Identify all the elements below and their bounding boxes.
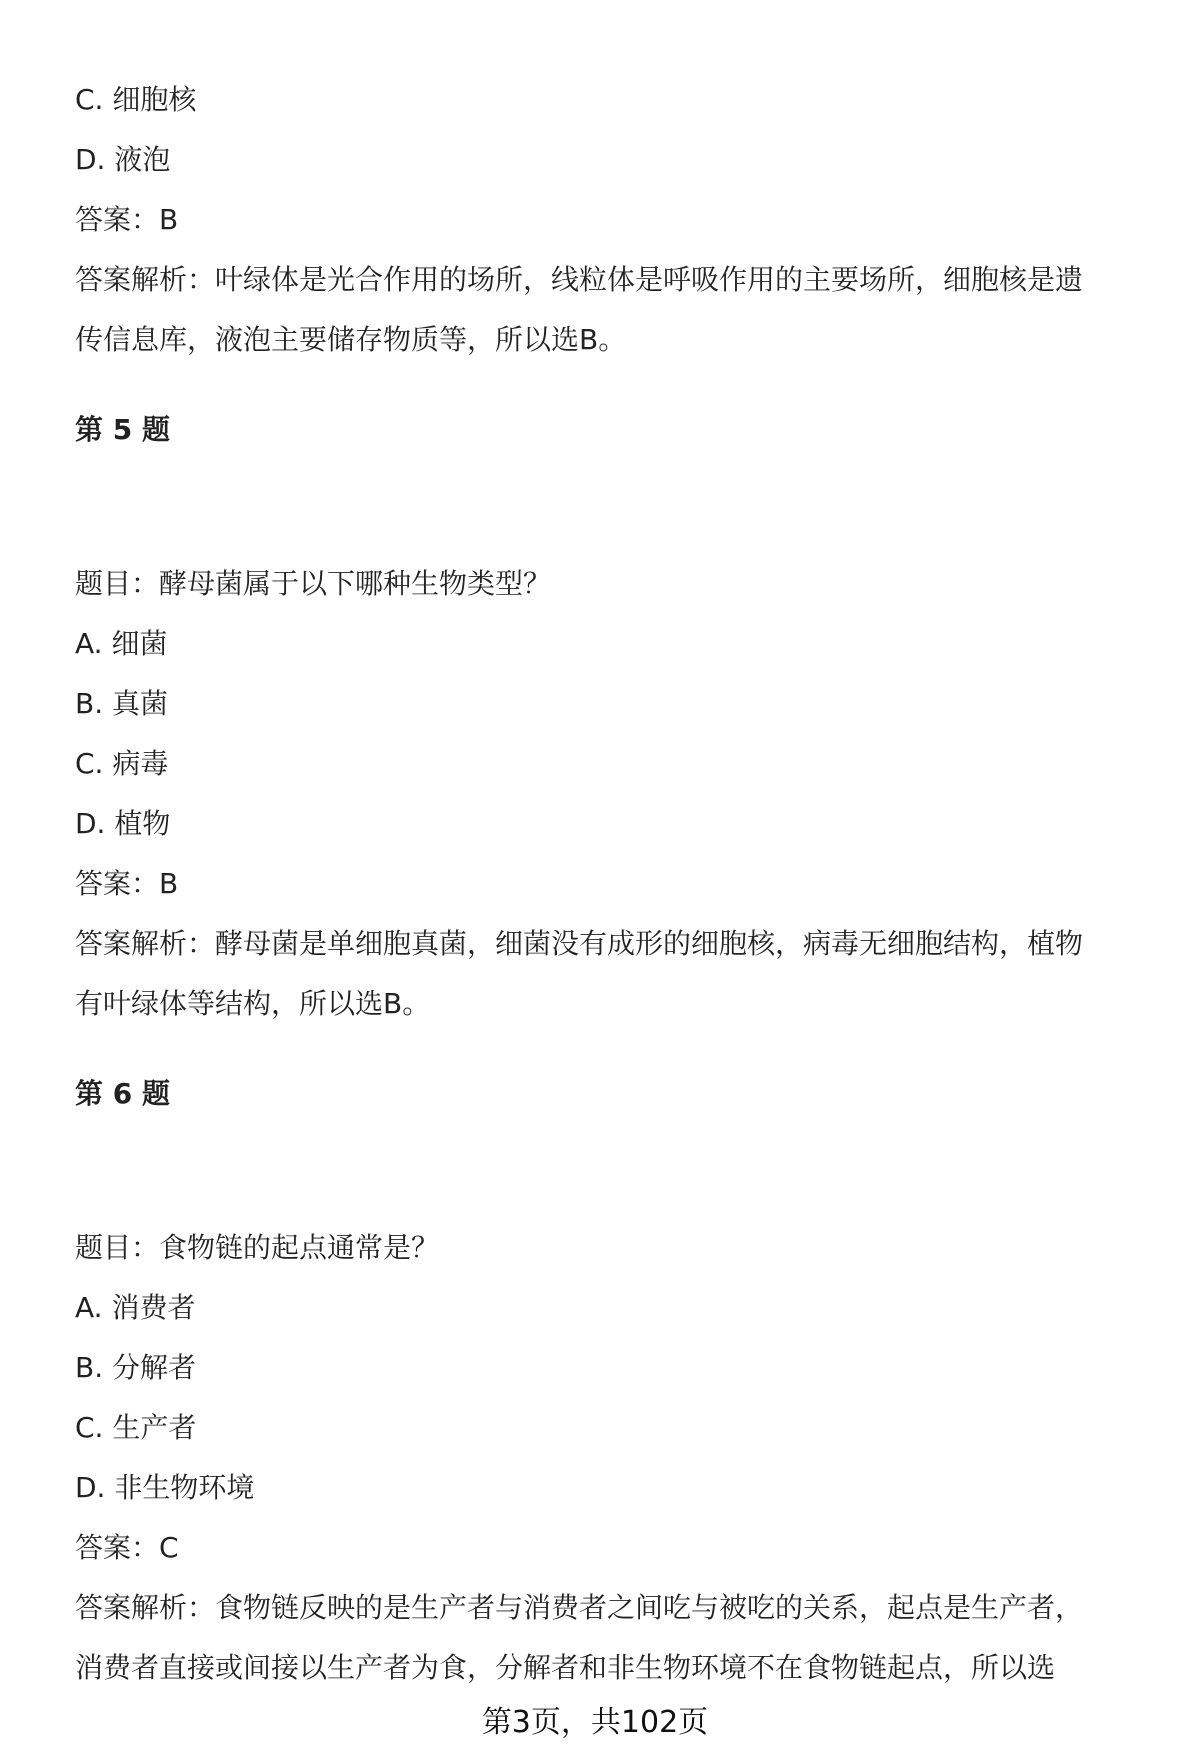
prev-answer: 答案：B: [75, 203, 179, 236]
prev-explanation-line2: 传信息库，液泡主要储存物质等，所以选B。: [75, 323, 627, 356]
question-5-answer: 答案：B: [75, 867, 179, 900]
prev-explanation: [75, 250, 1165, 370]
question-6-option-c: C. 生产者: [75, 1411, 197, 1444]
question-6-explanation-line1: 答案解析：食物链反映的是生产者与消费者之间吃与被吃的关系，起点是生产者，: [75, 1591, 1084, 1624]
question-6-option-d: D. 非生物环境: [75, 1471, 255, 1504]
question-6-answer: 答案：C: [75, 1531, 179, 1564]
question-5-option-c: C. 病毒: [75, 747, 169, 780]
question-5-option-d: D. 植物: [75, 807, 171, 840]
question-6-option-b: B. 分解者: [75, 1351, 197, 1384]
question-5-text: 题目：酵母菌属于以下哪种生物类型？: [75, 567, 552, 600]
question-5-explanation: [75, 914, 1165, 1034]
question-5-explanation-line2: 有叶绿体等结构，所以选B。: [75, 987, 431, 1020]
question-5-option-b: B. 真菌: [75, 687, 169, 720]
prev-explanation-line1: 答案解析：叶绿体是光合作用的场所，线粒体是呼吸作用的主要场所，细胞核是遗: [75, 263, 1084, 296]
question-6-text: 题目：食物链的起点通常是？: [75, 1231, 440, 1264]
question-6-explanation-line2: 消费者直接或间接以生产者为食，分解者和非生物环境不在食物链起点，所以选: [75, 1651, 1056, 1684]
page-number-footer: 第3页，共102页: [481, 1705, 709, 1740]
question-6-explanation: [75, 1578, 1165, 1698]
question-6-option-a: A. 消费者: [75, 1291, 196, 1324]
question-6-heading: 第 6 题: [75, 1077, 170, 1110]
question-5-heading: 第 5 题: [75, 413, 170, 446]
prev-option-d: D. 液泡: [75, 143, 171, 176]
prev-option-c: C. 细胞核: [75, 83, 197, 116]
question-5-option-a: A. 细菌: [75, 627, 168, 660]
question-5-explanation-line1: 答案解析：酵母菌是单细胞真菌，细菌没有成形的细胞核，病毒无细胞结构，植物: [75, 927, 1084, 960]
